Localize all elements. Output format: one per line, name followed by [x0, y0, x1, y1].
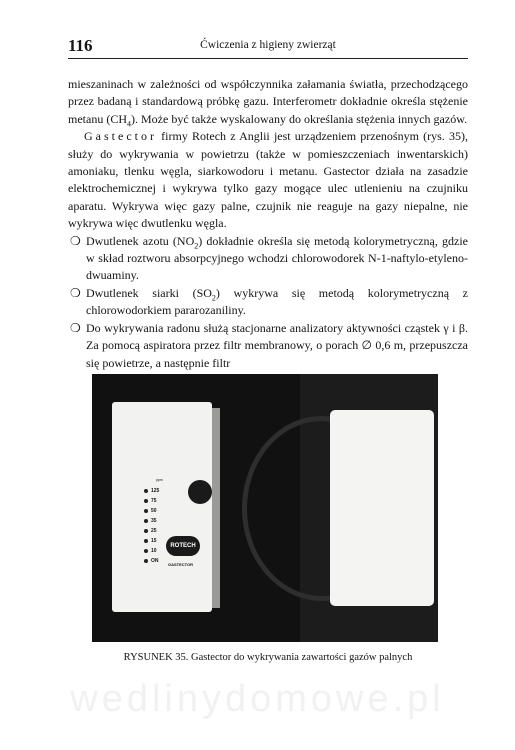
subscript: 2 [211, 293, 216, 303]
led-row [144, 486, 159, 496]
sensor-box [330, 410, 434, 606]
led-label: 15 [151, 537, 157, 544]
led-row [144, 496, 159, 506]
running-title: Ćwiczenia z higieny zwierząt [200, 39, 336, 51]
device-side [212, 408, 220, 608]
subscript: 4 [127, 119, 131, 129]
led-label: 50 [151, 507, 157, 514]
body-text [68, 76, 468, 372]
led-row [144, 516, 159, 526]
led-label: 10 [151, 547, 157, 554]
rotech-logo [166, 536, 200, 556]
gastector-device [112, 402, 212, 612]
led-row [144, 536, 159, 546]
list-item [68, 285, 468, 320]
page-header [68, 36, 468, 58]
circle-bullet-icon: ❍ [70, 320, 81, 335]
spaced-term: Gastector [84, 129, 157, 144]
led-icon [144, 549, 148, 553]
scale-label: ppm [156, 478, 163, 482]
bullet-list [68, 233, 468, 372]
paragraph-interferometer [68, 76, 468, 128]
led-label: 125 [151, 487, 160, 494]
list-item [68, 233, 468, 285]
led-icon [144, 559, 148, 563]
led-label: 35 [151, 517, 157, 524]
text-run: Dwutlenek siarki (SO [86, 285, 212, 300]
led-row [144, 556, 159, 566]
led-row [144, 546, 159, 556]
led-icon [144, 499, 148, 503]
text-run: ). Może być także wyskalowany do określania stężenia innych gazów. [131, 111, 468, 126]
led-label: ON [151, 557, 159, 564]
led-icon [144, 519, 148, 523]
figure-caption: RYSUNEK 35. Gastector do wykrywania zawartości gazów palnych [123, 652, 413, 663]
led-icon [144, 509, 148, 513]
list-item [68, 320, 468, 372]
figure-photo [92, 374, 438, 642]
text-run: mieszaninach w zależności od współczynnika załamania światła, przechodzącego przez badaną i standardową próbkę gazu. Interferometr dokładnie określa stężenie metanu (CH [68, 77, 468, 126]
text-run: ) dokładnie określa się metodą kolorymetryczną, gdzie w skład roztworu absorpcyjnego wchodzi chlorowodorek N-1-naftylo-etyleno-dwuaminy. [86, 233, 468, 283]
header-rule [68, 58, 468, 59]
text-run: Dwutlenek azotu (NO [86, 233, 195, 248]
led-label: 25 [151, 527, 157, 534]
logo-text: ROTECH [170, 543, 196, 549]
watermark: wedlinydomowe.pl [70, 678, 445, 720]
text-run: Do wykrywania radonu służą stacjonarne analizatory aktywności cząstek γ i β. Za pomocą aspiratora przez filtr membranowy, o porach ∅ 0,6 m, przepuszcza się powietrze, a następnie filtr [86, 320, 468, 370]
led-row [144, 506, 159, 516]
text-run: ) wykrywa się metodą kolorymetryczną z chlorowodorkiem pararozaniliny. [86, 285, 468, 318]
led-icon [144, 529, 148, 533]
led-label: 75 [151, 497, 157, 504]
led-icon [144, 539, 148, 543]
text-run: firmy Rotech z Anglii jest urządzeniem przenośnym (rys. 35), służy do wykrywania w powietrzu (także w pomieszczeniach inwentarskich) amoniaku, tlenku węgla, siarkowodoru i metanu. Gastector działa na zasadzie elektrochemicznej i wykrywa tylko gazy mogące ulec utlenieniu na czujniku aparatu. Wykrywa więc gazy palne, czujnik nie reaguje na gazy niepalne, nie wykrywa więc dwutlenku węgla. [68, 129, 468, 231]
circle-bullet-icon: ❍ [70, 233, 81, 248]
led-icon [144, 489, 148, 493]
subscript: 2 [194, 241, 199, 251]
paragraph-gastector [68, 128, 468, 232]
led-row [144, 526, 159, 536]
led-scale [144, 486, 159, 566]
page-number: 116 [68, 36, 93, 55]
model-label: GASTECTOR [168, 562, 194, 567]
circle-bullet-icon: ❍ [70, 285, 81, 300]
control-knob-icon [188, 480, 212, 504]
